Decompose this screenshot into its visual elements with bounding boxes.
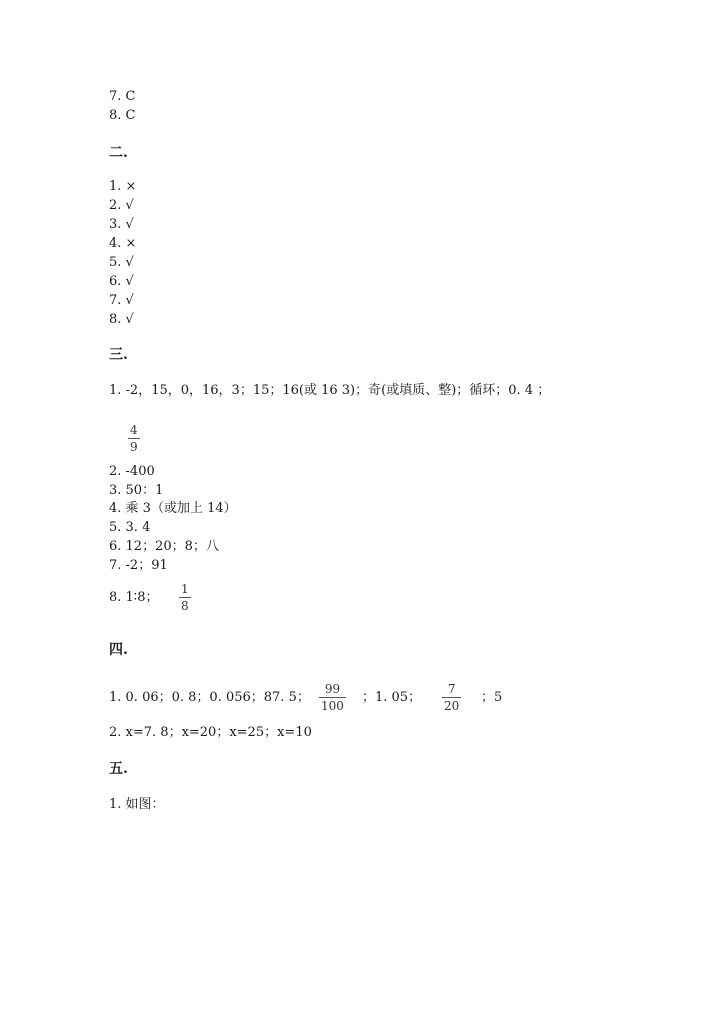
- fraction-numerator: 99: [324, 682, 341, 696]
- judge-8: 8. √: [109, 312, 134, 327]
- fill-5: 5. 3. 4: [109, 520, 151, 535]
- fill-1: 1. -2，15，0，16，3；15；16(或 16 3)；奇(或填质、整)；循环；0. 4 ；: [109, 383, 551, 398]
- fraction-99-100: [319, 682, 346, 713]
- fill-3: 3. 50：1: [109, 483, 164, 498]
- judge-1: 1. ×: [109, 179, 137, 194]
- answer-7c: 7. C: [109, 89, 136, 104]
- fraction-numerator: 7: [447, 682, 456, 696]
- fraction-numerator: 4: [130, 423, 138, 437]
- section-3-heading: 三.: [109, 347, 128, 363]
- answer-8c: 8. C: [109, 108, 136, 123]
- fill-7: 7. -2；91: [109, 558, 168, 573]
- judge-4: 4. ×: [109, 236, 137, 251]
- calc-1-part-a: 1. 0. 06；0. 8；0. 056；87. 5；: [109, 690, 310, 705]
- calc-1-part-c: ；5: [481, 690, 503, 705]
- fraction-denominator: 8: [181, 599, 189, 613]
- fraction-denominator: 20: [444, 699, 460, 713]
- judge-2: 2. √: [109, 198, 134, 213]
- drawing-1: 1. 如图：: [109, 797, 165, 812]
- fraction-1-8: [179, 582, 191, 613]
- section-4-heading: 四.: [109, 642, 128, 658]
- fraction-denominator: 9: [130, 440, 138, 454]
- calc-2: 2. x=7. 8；x=20；x=25；x=10: [109, 725, 312, 740]
- fraction-denominator: 100: [321, 699, 344, 713]
- judge-7: 7. √: [109, 293, 134, 308]
- fill-4: 4. 乘 3（或加上 14）: [109, 501, 237, 516]
- fraction-7-20: [442, 682, 461, 713]
- fraction-4-9: [128, 423, 140, 454]
- fill-6: 6. 12；20；8；八: [109, 539, 219, 554]
- fill-2: 2. -400: [109, 464, 155, 479]
- calc-1-part-b: ；1. 05；: [362, 690, 422, 705]
- judge-6: 6. √: [109, 274, 134, 289]
- judge-3: 3. √: [109, 217, 134, 232]
- fill-8: 8. 1∶8；: [109, 590, 159, 605]
- section-5-heading: 五.: [109, 761, 128, 777]
- judge-5: 5. √: [109, 255, 134, 270]
- fraction-numerator: 1: [181, 582, 189, 596]
- section-2-heading: 二.: [109, 145, 128, 161]
